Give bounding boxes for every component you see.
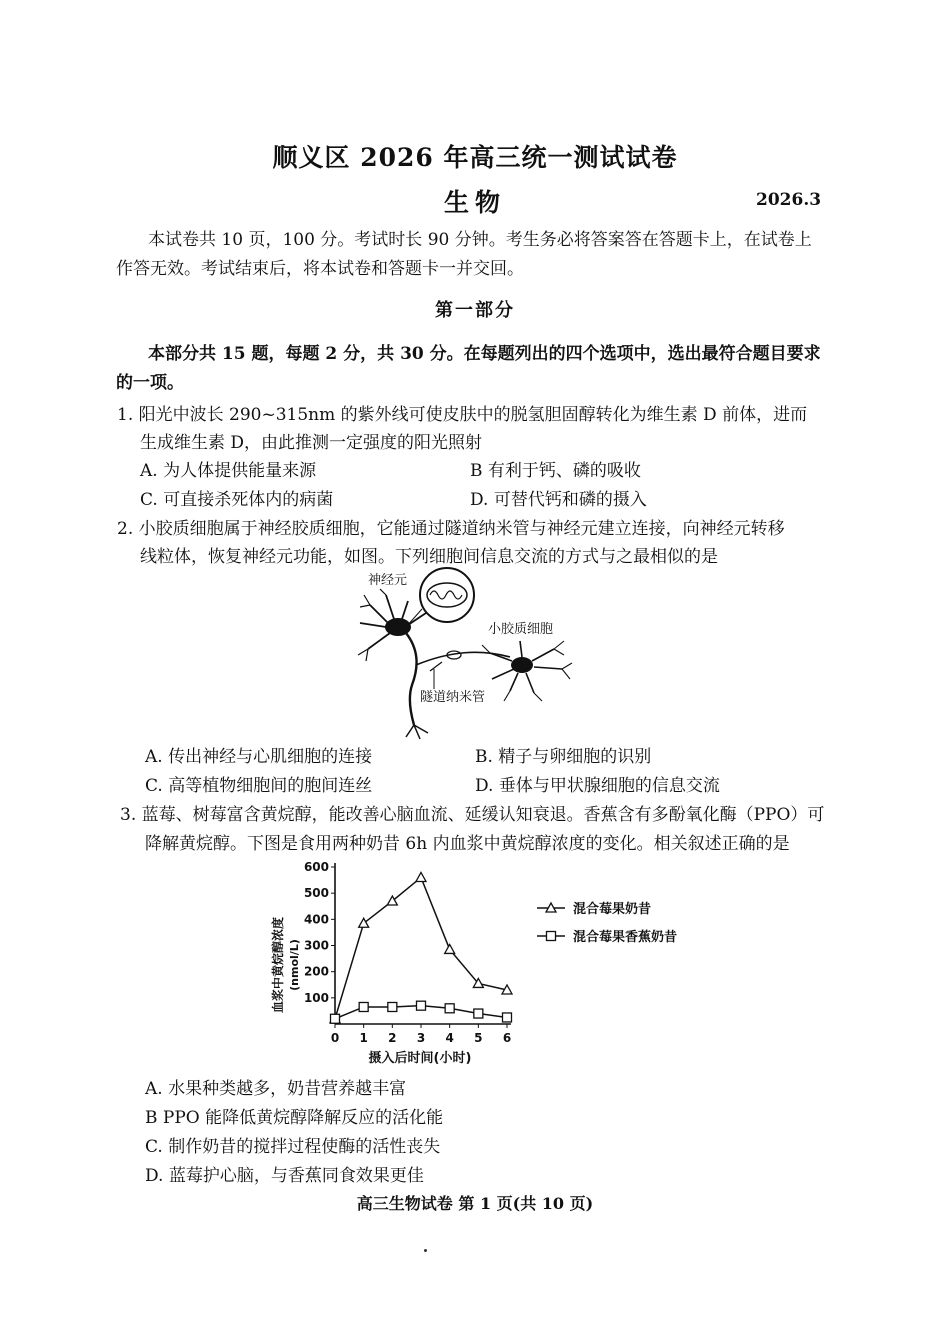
page-footer: 高三生物试卷 第 1 页(共 10 页) — [356, 1194, 594, 1213]
chart-y-tick-label: 400 — [303, 912, 329, 927]
page-title: 顺义区 2026 年高三统一测试试卷 — [272, 143, 678, 172]
instructions-line-1: 本试卷共 10 页，100 分。考试时长 90 分钟。考生务必将答案答在答题卡上，在试卷上 — [148, 230, 812, 250]
question-3-option-b: B PPO 能降低黄烷醇降解反应的活化能 — [145, 1108, 444, 1128]
chart-ylabel: 血浆中黄烷醇浓度 — [271, 916, 285, 1014]
series-2-point — [474, 1009, 483, 1018]
chart-yunit: (nmol/L) — [288, 939, 301, 991]
question-3-line-1: 3. 蓝莓、树莓富含黄烷醇，能改善心脑血流、延缓认知衰退。香蕉含有多酚氧化酶（PPO）可 — [120, 805, 825, 825]
figure-label-microglia: 小胶质细胞 — [488, 622, 554, 637]
question-1-line-2: 生成维生素 D，由此推测一定强度的阳光照射 — [140, 433, 483, 453]
subject-title: 生物 — [443, 188, 506, 217]
chart-x-tick-label: 3 — [416, 1031, 426, 1045]
question-2-option-a: A. 传出神经与心肌细胞的连接 — [145, 747, 373, 767]
question-2-option-c: C. 高等植物细胞间的胞间连丝 — [145, 776, 373, 796]
part-intro-line-1: 本部分共 15 题，每题 2 分，共 30 分。在每题列出的四个选项中，选出最符合题目要求 — [148, 344, 821, 364]
question-3-option-a: A. 水果种类越多，奶昔营养越丰富 — [145, 1079, 407, 1099]
chart-y-tick-label: 600 — [303, 860, 329, 874]
question-2-option-d: D. 垂体与甲状腺细胞的信息交流 — [475, 776, 720, 796]
chart-x-tick-label: 4 — [445, 1031, 454, 1045]
chart-xlabel: 摄入后时间(小时) — [368, 1051, 472, 1066]
mitochondrion-magnified-icon — [406, 568, 474, 627]
flavanol-line-chart — [262, 850, 722, 1070]
series-1-point — [445, 944, 455, 953]
series-2-point — [359, 1002, 368, 1011]
nanotube-line — [416, 652, 510, 665]
legend-square-icon — [547, 932, 556, 941]
chart-x-tick-label: 2 — [388, 1031, 397, 1045]
stray-dot — [424, 1249, 427, 1252]
chart-ylabel-group — [270, 917, 301, 1013]
part-intro-line-2: 的一项。 — [116, 373, 184, 393]
legend-label: 混合莓果香蕉奶昔 — [573, 930, 678, 945]
series-2-point — [331, 1014, 340, 1023]
question-1-line-1: 1. 阳光中波长 290~315nm 的紫外线可使皮肤中的脱氢胆固醇转化为维生素 D 前体，进而 — [117, 405, 808, 425]
question-3-option-c: C. 制作奶昔的搅拌过程使酶的活性丧失 — [145, 1137, 441, 1157]
chart-axes — [335, 863, 511, 1024]
chart-x-tick-label: 1 — [359, 1031, 368, 1045]
legend-label: 混合莓果奶昔 — [573, 902, 652, 917]
part-title: 第一部分 — [435, 300, 515, 321]
chart-y-tick-label: 100 — [303, 990, 329, 1005]
chart-y-tick-label: 500 — [303, 886, 329, 901]
exam-date: 2026.3 — [756, 190, 822, 210]
question-1-option-a: A. 为人体提供能量来源 — [140, 461, 317, 481]
chart-y-tick-label: 200 — [303, 964, 329, 979]
chart-x-tick-label: 6 — [502, 1031, 512, 1045]
series-line-1 — [335, 877, 507, 1018]
chart-series — [330, 872, 512, 1023]
microglia-icon — [482, 641, 572, 701]
question-3-line-2: 降解黄烷醇。下图是食用两种奶昔 6h 内血浆中黄烷醇浓度的变化。相关叙述正确的是 — [145, 834, 790, 854]
chart-x-tick-label: 5 — [474, 1031, 483, 1045]
series-2-point — [445, 1004, 454, 1013]
instructions-line-2: 作答无效。考试结束后，将本试卷和答题卡一并交回。 — [116, 259, 524, 279]
series-2-point — [417, 1001, 426, 1010]
question-1-option-b: B 有利于钙、磷的吸收 — [470, 461, 641, 481]
figure-label-neuron: 神经元 — [368, 573, 408, 588]
series-1-point — [416, 872, 426, 881]
question-3-option-d: D. 蓝莓护心脑，与香蕉同食效果更佳 — [145, 1166, 424, 1186]
series-2-point — [388, 1002, 397, 1011]
question-1-option-c: C. 可直接杀死体内的病菌 — [140, 490, 334, 510]
series-2-point — [503, 1013, 512, 1022]
neuron-microglia-figure — [350, 565, 610, 745]
question-2-option-b: B. 精子与卵细胞的识别 — [475, 747, 652, 767]
chart-y-tick-label: 300 — [303, 938, 329, 953]
figure-label-tube: 隧道纳米管 — [420, 690, 486, 705]
question-1-option-d: D. 可替代钙和磷的摄入 — [470, 490, 647, 510]
chart-x-tick-label: 0 — [330, 1031, 340, 1045]
question-2-line-2: 线粒体，恢复神经元功能，如图。下列细胞间信息交流的方式与之最相似的是 — [140, 547, 718, 567]
question-2-line-1: 2. 小胶质细胞属于神经胶质细胞，它能通过隧道纳米管与神经元建立连接，向神经元转移 — [117, 519, 785, 539]
chart-legend — [537, 901, 677, 945]
